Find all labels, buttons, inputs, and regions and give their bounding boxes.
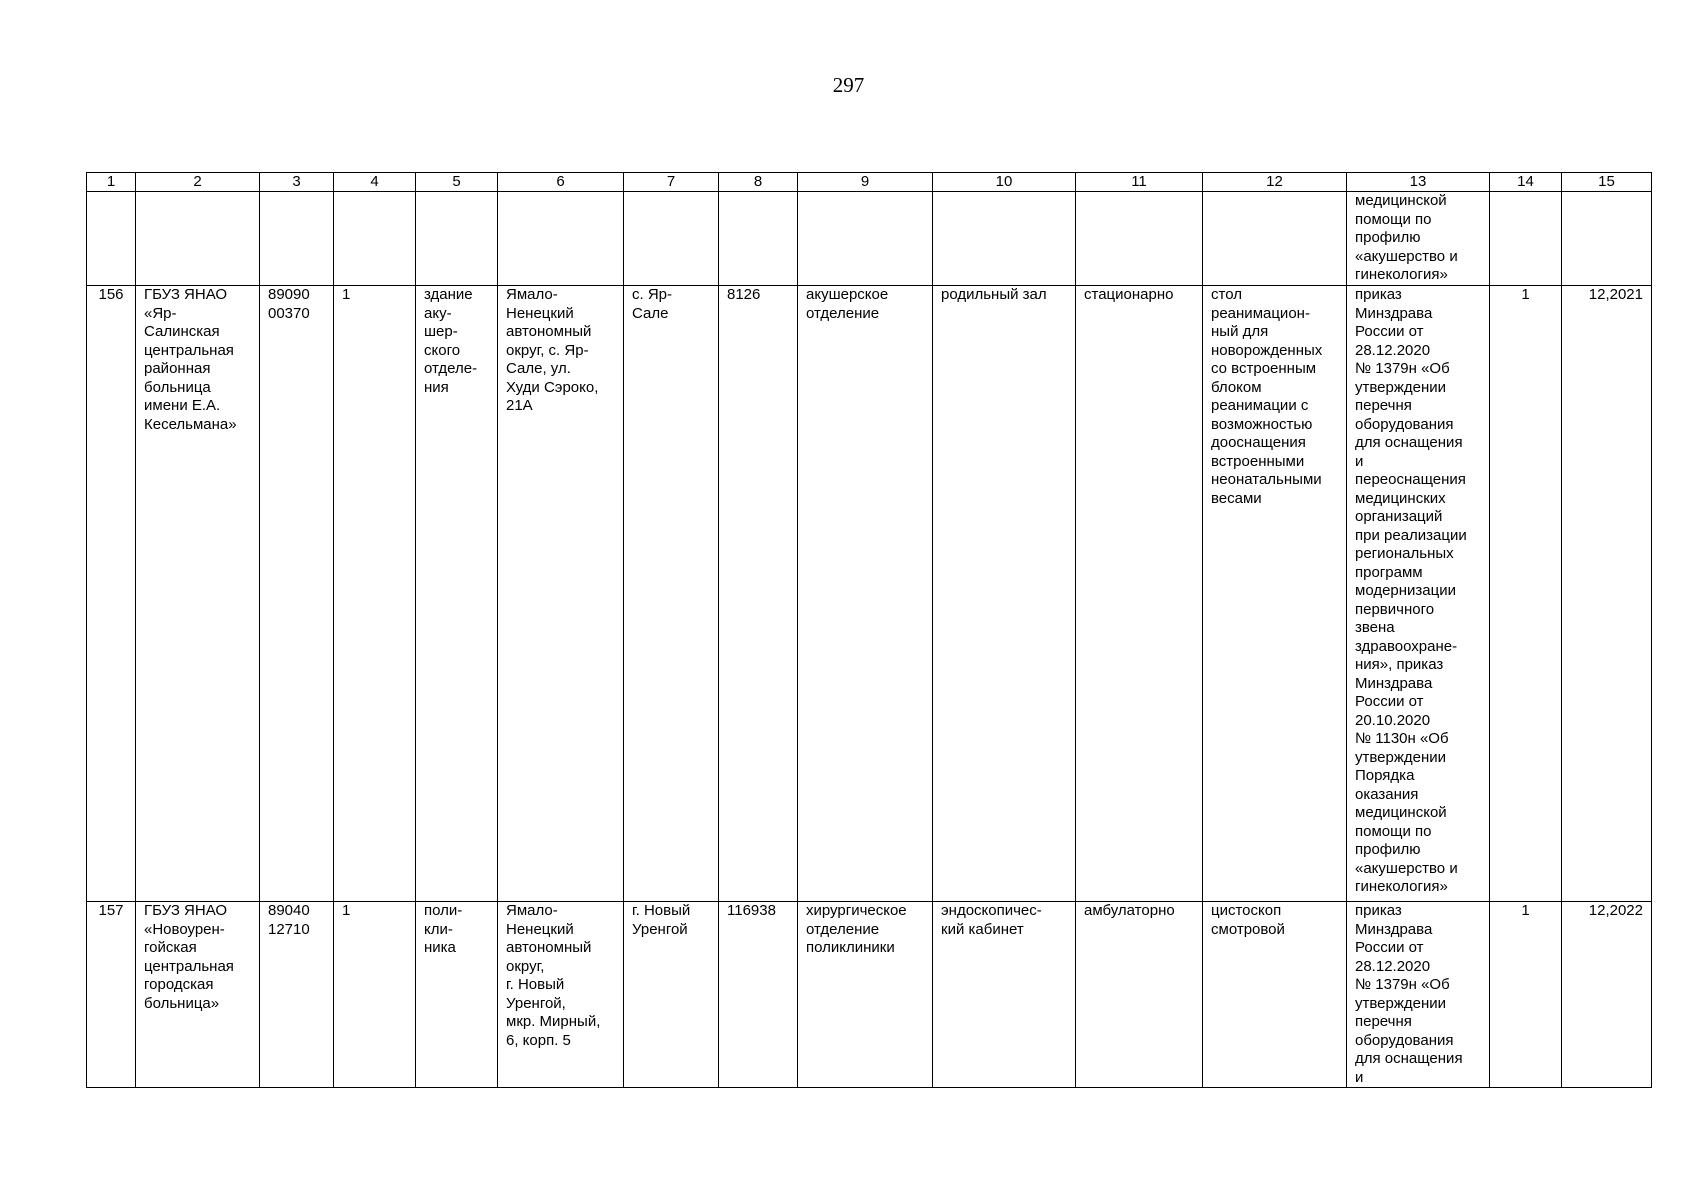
- row-number-cell: 157: [87, 902, 136, 1088]
- locality-cell: с. Яр- Сале: [624, 286, 719, 902]
- row-number-cell: 156: [87, 286, 136, 902]
- count-cell: 1: [334, 286, 416, 902]
- column-number: 15: [1562, 173, 1652, 192]
- care-type-cell: стационарно: [1076, 286, 1203, 902]
- address-cell: [498, 192, 624, 286]
- population-cell: 8126: [719, 286, 798, 902]
- column-number: 12: [1203, 173, 1347, 192]
- column-number: 7: [624, 173, 719, 192]
- code-cell: 89040 12710: [260, 902, 334, 1088]
- date-cell: [1562, 192, 1652, 286]
- column-number: 8: [719, 173, 798, 192]
- population-cell: 116938: [719, 902, 798, 1088]
- locality-cell: г. Новый Уренгой: [624, 902, 719, 1088]
- table-row: [87, 192, 1652, 286]
- code-cell: 89090 00370: [260, 286, 334, 902]
- population-cell: [719, 192, 798, 286]
- care-type-cell: амбулаторно: [1076, 902, 1203, 1088]
- room-cell: родильный зал: [933, 286, 1076, 902]
- column-number: 14: [1490, 173, 1562, 192]
- department-cell: акушерское отделение: [798, 286, 933, 902]
- address-cell: Ямало- Ненецкий автономный округ, г. Новый Уренгой, мкр. Мирный, 6, корп. 5: [498, 902, 624, 1088]
- department-cell: хирургическое отделение поликлиники: [798, 902, 933, 1088]
- organization-cell: ГБУЗ ЯНАО «Яр- Салинская центральная районная больница имени Е.А. Кесельмана»: [136, 286, 260, 902]
- regulation-cell: приказ Минздрава России от 28.12.2020 № 1379н «Об утверждении перечня оборудования для оснащения и переоснащения медицинских организаций при реализации региональных программ модернизации первичного звена здравоохране- ния», приказ Минздрава России от 20.10.2020 № 1130н «Об утверждении Порядка оказания медицинской помощи по профилю «акушерство и гинекология»: [1347, 286, 1490, 902]
- quantity-cell: [1490, 192, 1562, 286]
- column-number: 11: [1076, 173, 1203, 192]
- column-number: 6: [498, 173, 624, 192]
- building-cell: поли- кли- ника: [416, 902, 498, 1088]
- column-number: 5: [416, 173, 498, 192]
- care-type-cell: [1076, 192, 1203, 286]
- table-row: [87, 902, 1652, 1088]
- table-row: [87, 286, 1652, 902]
- count-cell: 1: [334, 902, 416, 1088]
- locality-cell: [624, 192, 719, 286]
- row-number-cell: [87, 192, 136, 286]
- code-cell: [260, 192, 334, 286]
- quantity-cell: 1: [1490, 902, 1562, 1088]
- room-cell: [933, 192, 1076, 286]
- regulation-cell: приказ Минздрава России от 28.12.2020 № 1379н «Об утверждении перечня оборудования для оснащения и: [1347, 902, 1490, 1088]
- column-number: 13: [1347, 173, 1490, 192]
- department-cell: [798, 192, 933, 286]
- column-number: 1: [87, 173, 136, 192]
- column-number: 4: [334, 173, 416, 192]
- column-number-row: [87, 173, 1652, 192]
- equipment-cell: [1203, 192, 1347, 286]
- organization-cell: [136, 192, 260, 286]
- equipment-cell: цистоскоп смотровой: [1203, 902, 1347, 1088]
- page-number: 297: [832, 73, 865, 97]
- column-number: 9: [798, 173, 933, 192]
- regulation-cell: медицинской помощи по профилю «акушерство и гинекология»: [1347, 192, 1490, 286]
- data-table: [86, 172, 1652, 1088]
- column-number: 3: [260, 173, 334, 192]
- building-cell: здание аку- шер- ского отделе- ния: [416, 286, 498, 902]
- date-cell: 12,2021: [1562, 286, 1652, 902]
- count-cell: [334, 192, 416, 286]
- equipment-cell: стол реанимацион- ный для новорожденных со встроенным блоком реанимации с возможностью дооснащения встроенными неонатальными весами: [1203, 286, 1347, 902]
- building-cell: [416, 192, 498, 286]
- organization-cell: ГБУЗ ЯНАО «Новоурен- гойская центральная городская больница»: [136, 902, 260, 1088]
- quantity-cell: 1: [1490, 286, 1562, 902]
- column-number: 2: [136, 173, 260, 192]
- address-cell: Ямало- Ненецкий автономный округ, с. Яр- Сале, ул. Худи Сэроко, 21А: [498, 286, 624, 902]
- room-cell: эндоскопичес- кий кабинет: [933, 902, 1076, 1088]
- date-cell: 12,2022: [1562, 902, 1652, 1088]
- column-number: 10: [933, 173, 1076, 192]
